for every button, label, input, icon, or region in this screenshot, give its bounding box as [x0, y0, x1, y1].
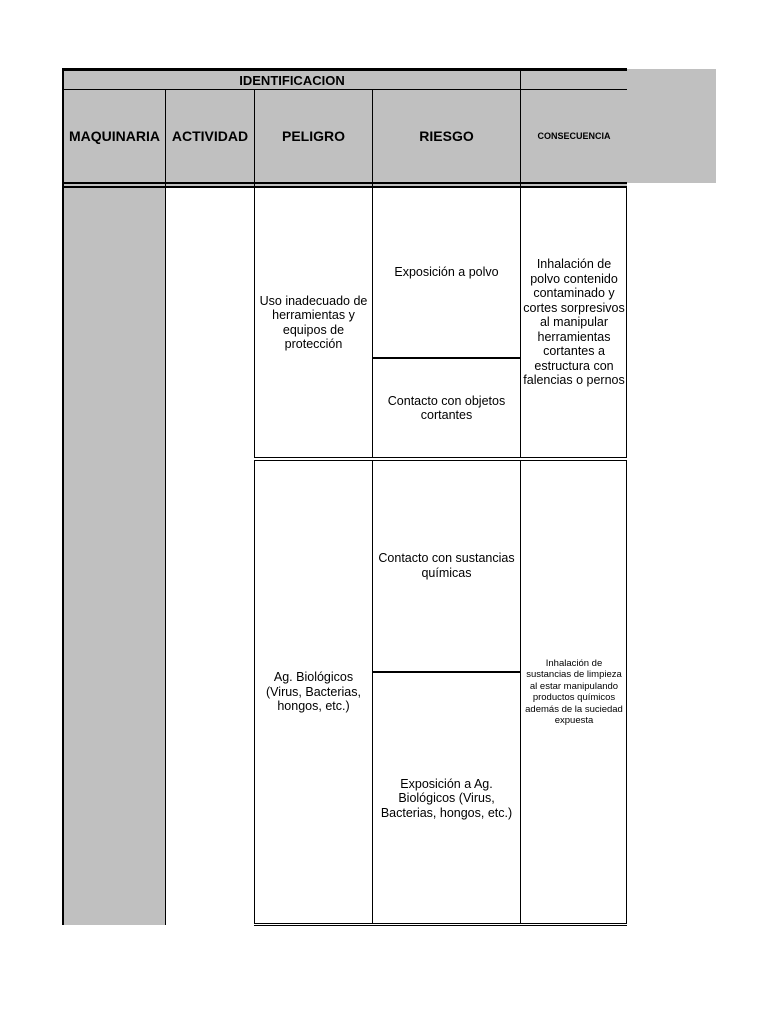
table-bottom-border — [254, 923, 627, 924]
table-bottom-border-2 — [254, 925, 627, 926]
maquinaria-cell — [64, 188, 165, 925]
actividad-cell — [166, 188, 254, 925]
col-header-maquinaria: MAQUINARIA — [69, 128, 160, 144]
row-1-vline-peligro — [372, 188, 373, 458]
header-vline-4 — [520, 69, 521, 187]
row-1-riesgo-1: Exposición a polvo — [394, 265, 499, 280]
col-header-riesgo: RIESGO — [419, 128, 474, 144]
body-vline-left — [62, 188, 64, 925]
header-vline-1 — [165, 89, 166, 187]
row-2-consecuencia: Inhalación de sustancias de limpieza al estar manipulando productos químicos además de la suciedad expuesta — [525, 657, 623, 726]
row-2-vline-peligro — [372, 460, 373, 924]
group-title: IDENTIFICACION — [239, 72, 345, 88]
row-2-riesgo-2: Exposición a Ag. Biológicos (Virus, Bacterias, hongos, etc.) — [380, 776, 513, 820]
header-bottom-border — [62, 182, 627, 184]
col-header-peligro: PELIGRO — [281, 128, 345, 144]
col-header-actividad: ACTIVIDAD — [171, 128, 249, 144]
col-header-consecuencia: CONSECUENCIA — [537, 131, 611, 141]
row-1-consecuencia: Inhalación de polvo contenido contaminado y cortes sorpresivos al manipular herramientas cortantes a estructura con falencias o pernos — [523, 257, 625, 388]
header-vline-left — [62, 69, 64, 187]
header-vline-2 — [254, 89, 255, 187]
header-vline-3 — [372, 89, 373, 187]
row-2-riesgo-1: Contacto con sustancias químicas — [378, 551, 515, 580]
header-extension — [627, 69, 716, 183]
row-1-peligro: Uso inadecuado de herramientas y equipos de protección — [259, 293, 368, 351]
row-1-riesgo-2: Contacto con objetos cortantes — [387, 393, 506, 422]
row-2-peligro: Ag. Biológicos (Virus, Bacterias, hongos, etc.) — [266, 670, 361, 714]
